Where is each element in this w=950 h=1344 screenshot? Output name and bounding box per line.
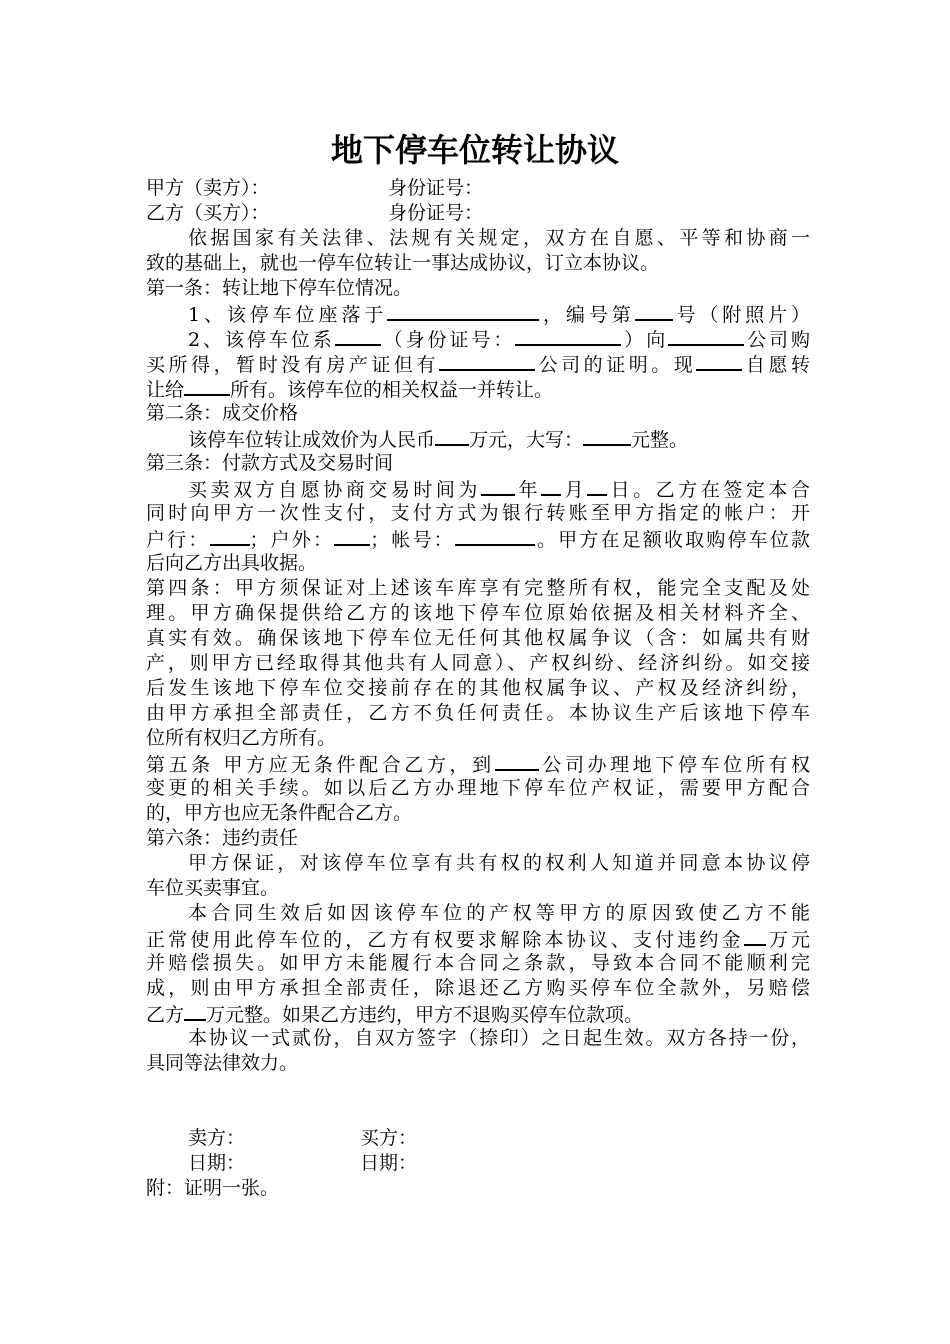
article-1-heading: 第一条：转让地下停车位情况。 [146,277,413,299]
attachment-note: 附：证明一张。 [146,1177,280,1199]
party-a-line [146,176,810,201]
document-title: 地下停车位转让协议 [330,131,619,169]
article-1-item-1: 1、该停车位座落于 ，编号第 号（附照片） [188,301,810,326]
article-1-item-2-end: 让给 所有。该停车位的相关权益一并转让。 [146,376,810,401]
article-6-p2-line-2: 正常使用此停车位的，乙方有权要求解除本协议、支付违约金 万元 [146,926,810,951]
party-a-id-label: 身份证号： [388,177,484,199]
preamble-line-2: 致的基础上，就也一停车位转让一事达成协议，订立本协议。 [146,252,660,274]
article-4-line-7: 位所有权归乙方所有。 [146,727,337,749]
article-4-line-3: 真实有效。确保该地下停车位无任何其他权属争议（含：如属共有财 [146,627,810,649]
article-3-line-3: 户行： ；户外： ；帐号： 。甲方在足额收取购停车位款 [146,526,810,551]
article-3-heading: 第三条：付款方式及交易时间 [146,452,394,474]
article-4-line-4: 产，则甲方已经取得其他共有人同意）、产权纠纷、经济纠纷。如交接 [146,652,810,674]
month-blank [541,476,561,496]
day-blank [587,476,607,496]
party-a-label: 甲方（卖方）： [146,177,270,199]
article-6-p3-line-1: 本协议一式贰份，自双方签字（捺印）之日起生效。双方各持一份， [188,1027,810,1049]
seller-date-label: 日期： [188,1152,246,1174]
article-3-line-4: 后向乙方出具收据。 [146,552,318,574]
article-3-line-1: 买卖双方自愿协商交易时间为 年 月 日。乙方在签定本合 [188,476,810,501]
article-4-line-5: 后发生该地下停车位交接前存在的其他权属争议、产权及经济纠纷， [146,677,810,699]
price-words-blank [583,426,631,446]
article-6-p3-line-2: 具同等法律效力。 [146,1052,299,1074]
article-6-p2-line-3: 并赔偿损失。如甲方未能履行本合同之条款，导致本合同不能顺利完 [146,952,810,974]
article-1-item-2-cont: 买所得，暂时没有房产证但有 公司的证明。现 自愿转 [146,351,810,376]
account-number-blank [455,526,535,546]
compensation-blank [184,1001,206,1021]
article-6-p2-line-1: 本合同生效后如因该停车位的产权等甲方的原因致使乙方不能 [188,902,810,924]
article-6-p2-line-5: 乙方 万元整。如果乙方违约，甲方不退购买停车位款项。 [146,1001,810,1026]
article-5-line-1: 第五条 甲方应无条件配合乙方，到 公司办理地下停车位所有权 [146,751,810,776]
penalty-blank [744,926,766,946]
buyer-signature-label: 买方： [360,1127,418,1149]
signature-dates [188,1151,810,1176]
company-blank [668,326,744,346]
article-4-line-1: 第四条：甲方须保证对上述该车库享有完整所有权，能完全支配及处 [146,577,810,599]
article-6-heading: 第六条：违约责任 [146,827,299,849]
owner-id-blank [515,326,621,346]
article-1-item-2: 2、该停车位系 （身份证号： ）向 公司购 [188,326,810,351]
article-6-p2-line-4: 成，则由甲方承担全部责任，除退还乙方购买停车位全款外，另赔偿 [146,977,810,999]
year-blank [481,476,515,496]
preamble-line-1: 依据国家有关法律、法规有关规定，双方在自愿、平等和协商一 [188,227,810,249]
article-2-heading: 第二条：成交价格 [146,402,299,424]
party-b-label: 乙方（买方）： [146,202,270,224]
price-number-blank [435,426,469,446]
article-6-p1-line-2: 车位买卖事宜。 [146,877,280,899]
registration-company-blank [495,751,539,771]
article-4-line-6: 由甲方承担全部责任，乙方不负任何责任。本协议生产后该地下停车 [146,702,810,724]
article-2-price: 该停车位转让成效价为人民币 万元，大写： 元整。 [188,426,810,451]
article-4-line-2: 理。甲方确保提供给乙方的该地下停车位原始依据及相关材料齐全、 [146,602,810,624]
article-5-line-2: 变更的相关手续。如以后乙方办理地下停车位产权证，需要甲方配合 [146,777,810,799]
bank-blank [210,526,250,546]
article-6-p1-line-1: 甲方保证，对该停车位享有共有权的权利人知道并同意本协议停 [188,852,810,874]
owner-blank [335,326,381,346]
party-b-line [146,201,810,226]
proof-company-blank [439,351,535,371]
account-holder-blank [334,526,370,546]
number-blank [635,301,673,321]
seller-signature-label: 卖方： [188,1127,246,1149]
signature-names [188,1126,810,1151]
party-b-id-label: 身份证号： [388,202,484,224]
article-5-line-3: 的，甲方也应无条件配合乙方。 [146,802,413,824]
transferee-blank [184,376,230,396]
article-3-line-2: 同时向甲方一次性支付，支付方式为银行转账至甲方指定的帐户：开 [146,502,810,524]
location-blank [387,301,539,321]
buyer-date-label: 日期： [360,1152,418,1174]
current-owner-blank [696,351,742,371]
